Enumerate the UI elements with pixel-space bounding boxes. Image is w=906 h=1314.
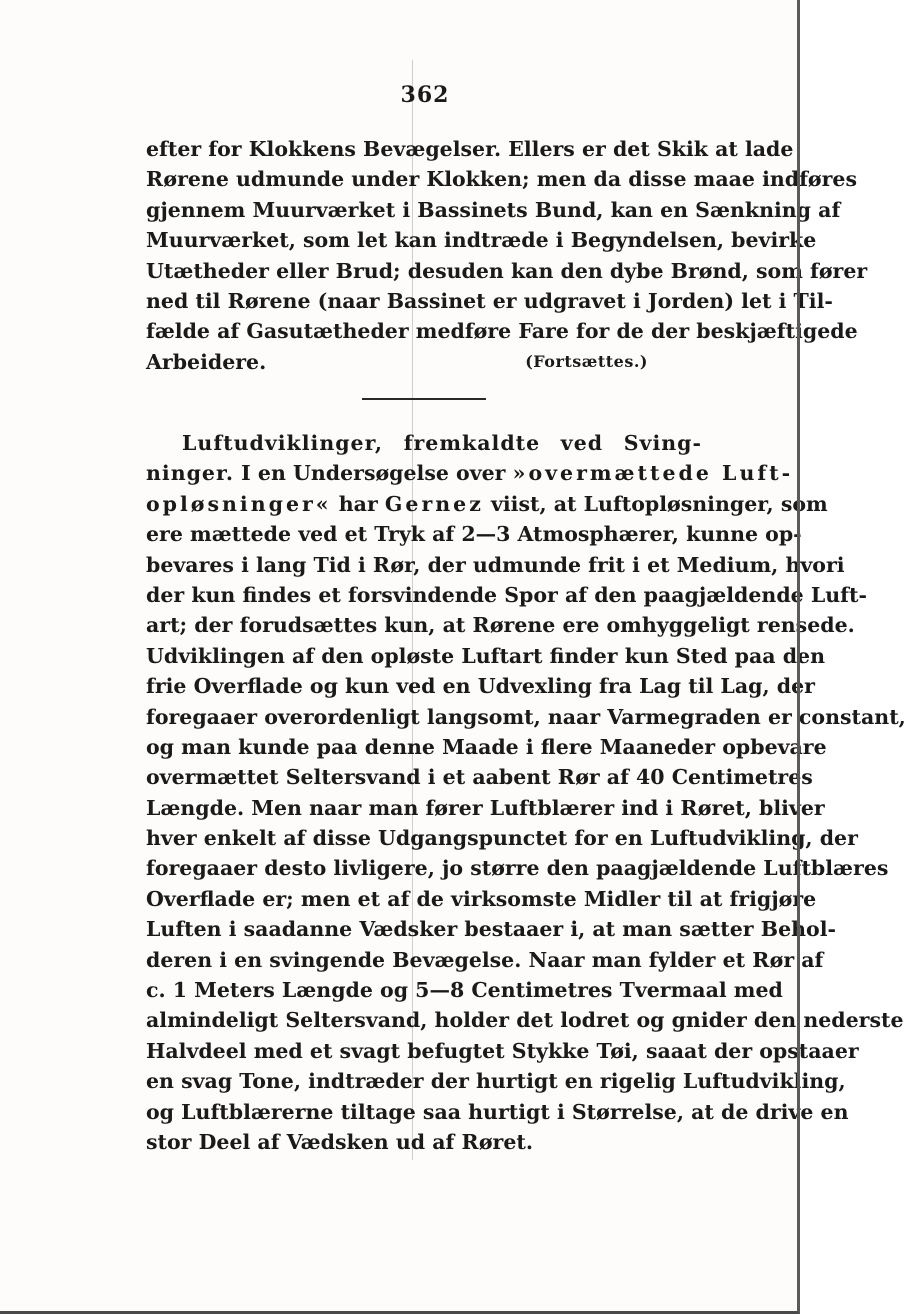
- text-line: gjennem Muurværket i Bassinets Bund, kan en Sænkning af: [146, 197, 841, 222]
- text-line: en svag Tone, indtræder der hurtigt en rigelig Luftudvikling,: [146, 1069, 846, 1094]
- text-fragment: viist, at Luftopløsninger, som: [490, 491, 828, 516]
- text-line: frie Overflade og kun ved en Udvexling fra Lag til Lag, der: [146, 674, 815, 699]
- text-line: der kun findes et forsvindende Spor af den paagjældende Luft-: [146, 582, 867, 607]
- author-name: Gernez: [384, 491, 484, 516]
- article-heading: Luftudviklinger, fremkaldte ved Sving-: [182, 431, 702, 455]
- section-divider: [362, 398, 486, 400]
- text-line: deren i en svingende Bevægelse. Naar man fylder et Rør af: [146, 947, 824, 972]
- article-heading-end: ninger.: [146, 461, 235, 486]
- paragraph-continuation: [146, 134, 868, 377]
- text-line: efter for Klokkens Bevægelser. Ellers er det Skik at lade: [146, 137, 794, 161]
- spaced-term: »overmættede Luft-: [512, 461, 794, 486]
- continued-note: (Fortsættes.): [525, 351, 648, 371]
- text-line: og man kunde paa denne Maade i flere Maaneder opbevare: [146, 734, 827, 759]
- text-line: ere mættede ved et Tryk af 2—3 Atmosphærer, kunne op-: [146, 522, 802, 547]
- text-line: [146, 489, 828, 519]
- text-line: Utætheder eller Brud; desuden kan den dybe Brønd, som fører: [146, 258, 868, 283]
- text-line: Halvdeel med et svagt befugtet Stykke Tøi, saaat der opstaaer: [146, 1038, 859, 1063]
- text-line: hver enkelt af disse Udgangspunctet for en Luftudvikling, der: [146, 826, 858, 851]
- text-line: Overflade er; men et af de virksomste Midler til at frigjøre: [146, 886, 817, 911]
- text-line: overmættet Seltersvand i et aabent Rør af 40 Centimetres: [146, 765, 813, 790]
- text-line: Rørene udmunde under Klokken; men da disse maae indføres: [146, 167, 857, 192]
- text-line-last: [146, 347, 702, 377]
- text-fragment: I en Undersøgelse over: [241, 461, 506, 486]
- text-line: foregaaer desto livligere, jo større den paagjældende Luftblæres: [146, 856, 889, 881]
- text-line: Muurværket, som let kan indtræde i Begyndelsen, bevirke: [146, 228, 817, 253]
- text-line-last: stor Deel af Vædsken ud af Røret.: [146, 1129, 533, 1154]
- text-line: c. 1 Meters Længde og 5—8 Centimetres Tvermaal med: [146, 978, 783, 1003]
- text-line: bevares i lang Tid i Rør, der udmunde frit i et Medium, hvori: [146, 552, 845, 577]
- article-luftudviklinger: [146, 428, 906, 1157]
- text-line: Udviklingen af den opløste Luftart finder kun Sted paa den: [146, 643, 826, 668]
- spaced-term: opløsninger«: [146, 491, 332, 516]
- text-line: ned til Rørene (naar Bassinet er udgravet i Jorden) let i Til-: [146, 288, 833, 313]
- text-line: art; der forudsættes kun, at Rørene ere omhyggeligt rensede.: [146, 613, 855, 638]
- text-line: Luften i saadanne Vædsker bestaaer i, at man sætter Behol-: [146, 917, 836, 942]
- text-line: [146, 458, 794, 488]
- page-number: 362: [400, 82, 450, 108]
- text-line: og Luftblærerne tiltage saa hurtigt i Størrelse, at de drive en: [146, 1099, 849, 1124]
- text-line: almindeligt Seltersvand, holder det lodret og gnider den nederste: [146, 1008, 904, 1033]
- text-line: fælde af Gasutætheder medføre Fare for de der beskjæftigede: [146, 319, 858, 344]
- text-fragment: har: [338, 491, 378, 516]
- text-line-end: Arbeidere.: [146, 349, 267, 374]
- text-line: Længde. Men naar man fører Luftblærer ind i Røret, bliver: [146, 795, 825, 820]
- text-line: foregaaer overordenligt langsomt, naar Varmegraden er constant,: [146, 704, 906, 729]
